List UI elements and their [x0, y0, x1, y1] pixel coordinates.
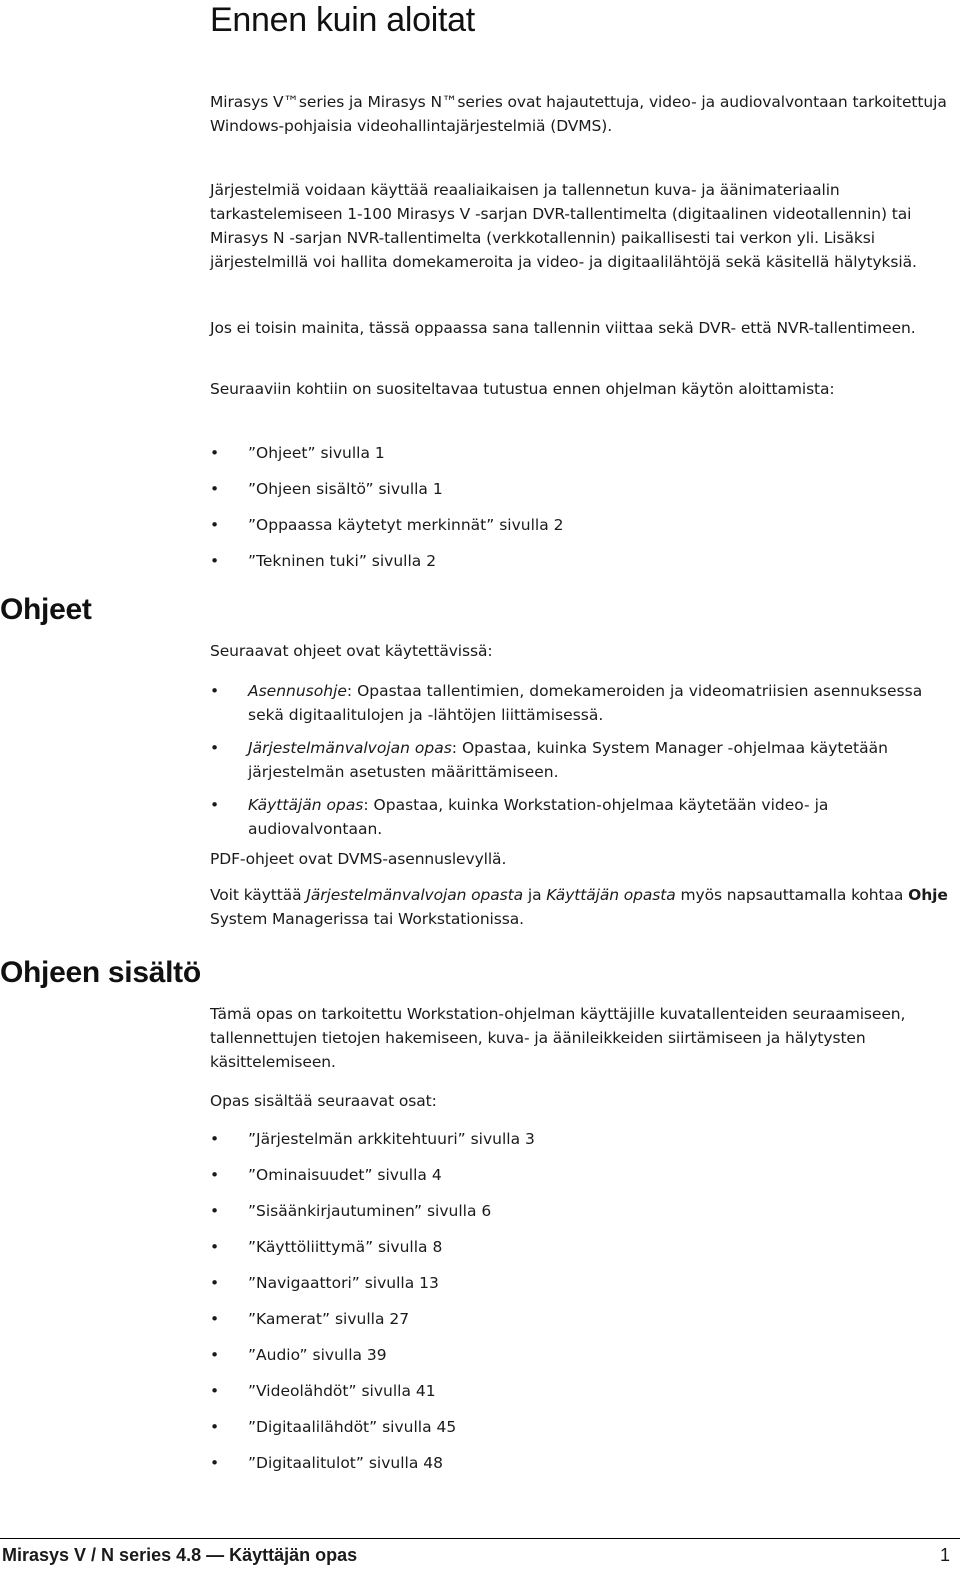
link-ohjeet[interactable]: Ohjeet — [256, 444, 308, 462]
intro-paragraph-4: Seuraaviin kohtiin on suositeltavaa tutustua ennen ohjelman käytön aloittamista: — [210, 380, 835, 398]
bullet-icon: • — [210, 1130, 220, 1148]
bullet-icon: • — [210, 1382, 220, 1400]
intro-p4-block — [210, 377, 958, 401]
bullet-icon: • — [210, 1418, 220, 1436]
sisalto-p2-block: Opas sisältää seuraavat osat: — [210, 1092, 437, 1110]
link-navigaattori[interactable]: Navigaattori — [256, 1274, 352, 1292]
pdf-note: PDF-ohjeet ovat DVMS-asennuslevyllä. — [210, 850, 507, 868]
bullet-icon: • — [210, 1454, 220, 1472]
link-merkinnat[interactable]: Oppaassa käytetyt merkinnät — [256, 516, 487, 534]
page-title: Ennen kuin aloitat — [210, 1, 475, 39]
bullet-icon: • — [210, 1346, 220, 1364]
link-digitaalitulot[interactable]: Digitaalitulot — [256, 1454, 356, 1472]
sisalto-p1-block: Tämä opas on tarkoitettu Workstation-ohjelman käyttäjille kuvatallenteiden seuraamiseen, tallennettujen tietojen hakemiseen, kuva- ja äänileikkeiden siirtämiseen ja hälytysten käsittelemiseen. — [210, 1005, 906, 1071]
link-audio[interactable]: Audio — [256, 1346, 300, 1364]
link-ohjeen-sisalto[interactable]: Ohjeen sisältö — [256, 480, 366, 498]
bullet-icon: • — [210, 1166, 220, 1184]
link-digitaalilahdot[interactable]: Digitaalilähdöt — [256, 1418, 370, 1436]
bullet-icon: • — [210, 516, 220, 534]
section-heading-sisalto: Ohjeen sisältö — [0, 956, 201, 989]
ohjeet-lead: Seuraavat ohjeet ovat käytettävissä: — [210, 642, 493, 660]
link-ominaisuudet[interactable]: Ominaisuudet — [256, 1166, 365, 1184]
link-sisaankirjautuminen[interactable]: Sisäänkirjautuminen — [256, 1202, 414, 1220]
intro-p2-block — [210, 178, 958, 274]
guide-name: Käyttäjän opas — [248, 796, 364, 814]
guide-name: Järjestelmänvalvojan opas — [248, 739, 452, 757]
guide-name: Asennusohje — [248, 682, 347, 700]
intro-p1-block — [210, 90, 958, 138]
section-heading-ohjeet: Ohjeet — [0, 593, 92, 626]
help-note: Voit käyttää Järjestelmänvalvojan opasta ja Käyttäjän opasta myös napsauttamalla kohtaa Ohje System Managerissa tai Workstationissa. — [210, 886, 948, 928]
bullet-icon: • — [210, 682, 220, 700]
bullet-icon: • — [210, 739, 220, 757]
page-number: 1 — [939, 1545, 950, 1565]
page-footer — [0, 1538, 960, 1567]
link-arkkitehtuuri[interactable]: Järjestelmän arkkitehtuuri — [256, 1130, 458, 1148]
intro-paragraph-1: Mirasys V™series ja Mirasys N™series ovat hajautettuja, video- ja audiovalvontaan tarkoitettuja Windows-pohjaisia videohallintajärjestelmiä (DVMS). — [210, 93, 947, 135]
bullet-icon: • — [210, 1238, 220, 1256]
link-videolahdot[interactable]: Videolähdöt — [256, 1382, 349, 1400]
bullet-icon: • — [210, 480, 220, 498]
bullet-icon: • — [210, 1310, 220, 1328]
bullet-icon: • — [210, 444, 220, 462]
link-tekninen-tuki[interactable]: Tekninen tuki — [256, 552, 359, 570]
link-kayttoliittyma[interactable]: Käyttöliittymä — [256, 1238, 366, 1256]
bullet-icon: • — [210, 1274, 220, 1292]
bullet-icon: • — [210, 796, 220, 814]
bullet-icon: • — [210, 1202, 220, 1220]
bullet-icon: • — [210, 552, 220, 570]
link-kamerat[interactable]: Kamerat — [256, 1310, 323, 1328]
intro-paragraph-3: Jos ei toisin mainita, tässä oppaassa sana tallennin viittaa sekä DVR- että NVR-tallentimeen. — [210, 319, 916, 337]
footer-title: Mirasys V / N series 4.8 — Käyttäjän opas — [2, 1545, 358, 1565]
intro-p3-block — [210, 316, 958, 340]
ohje-menu-label: Ohje — [908, 886, 948, 904]
intro-paragraph-2: Järjestelmiä voidaan käyttää reaaliaikaisen ja tallennetun kuva- ja äänimateriaalin tarkastelemiseen 1-100 Mirasys V -sarjan DVR-tallentimelta (digitaalinen videotallennin) tai Mirasys N -sarjan NVR-tallentimelta (verkkotallennin) paikallisesti tai verkon yli. Lisäksi järjestelmillä voi hallita domekameroita ja video- ja digitaalilähtöjä sekä käsitellä hälytyksiä. — [210, 181, 917, 271]
